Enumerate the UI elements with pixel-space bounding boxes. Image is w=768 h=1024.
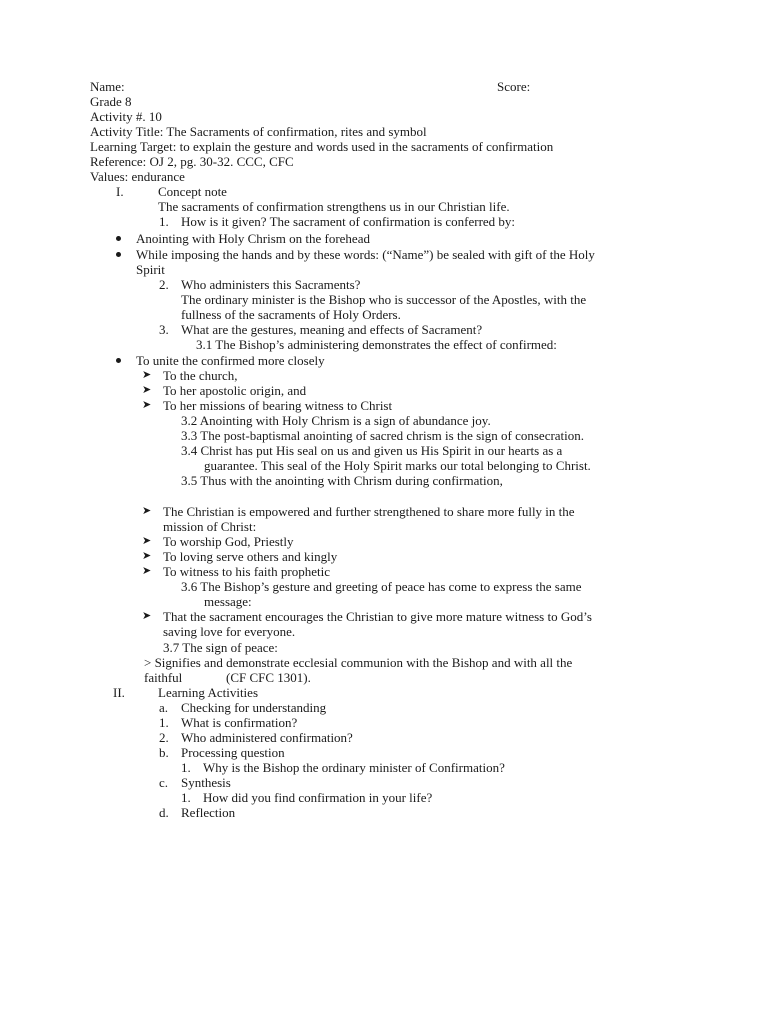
- item-a-text: Checking for understanding: [181, 700, 327, 715]
- name-label: Name:: [90, 79, 125, 94]
- item-c1-text: How did you find confirmation in your life?: [203, 790, 433, 805]
- item-b1-text: Why is the Bishop the ordinary minister of Confirmation?: [203, 760, 505, 775]
- arrow-item-4-line-2: mission of Christ:: [163, 519, 257, 534]
- section-1-numeral: I.: [116, 184, 124, 199]
- communion-citation: (CF CFC 1301).: [226, 670, 311, 685]
- bullet-icon: [116, 252, 121, 257]
- question-1-number: 1.: [159, 214, 169, 229]
- bullet-1-text: Anointing with Holy Chrism on the forehead: [136, 231, 370, 246]
- communion-line-1: > Signifies and demonstrate ecclesial communion with the Bishop and with all the: [144, 655, 573, 670]
- arrow-item-6: To loving serve others and kingly: [163, 549, 338, 564]
- item-c-marker: c.: [159, 775, 169, 790]
- values-line: Values: endurance: [90, 169, 185, 184]
- arrow-item-1: To the church,: [163, 368, 238, 383]
- item-a-marker: a.: [159, 700, 169, 715]
- question-3-text: What are the gestures, meaning and effects of Sacrament?: [181, 322, 483, 337]
- point-3-6-line-2: message:: [204, 594, 252, 609]
- grade-line: Grade 8: [90, 94, 132, 109]
- item-a2-text: Who administered confirmation?: [181, 730, 353, 745]
- score-label: Score:: [497, 79, 531, 94]
- bullet-icon: [116, 358, 121, 363]
- item-d-marker: d.: [159, 805, 169, 820]
- point-3-4-line-2: guarantee. This seal of the Holy Spirit marks our total belonging to Christ.: [204, 458, 591, 473]
- section-2-title: Learning Activities: [158, 685, 259, 700]
- question-2-answer-line-2: fullness of the sacraments of Holy Orders.: [181, 307, 401, 322]
- item-b-text: Processing question: [181, 745, 285, 760]
- item-a1-number: 1.: [159, 715, 169, 730]
- question-2-text: Who administers this Sacraments?: [181, 277, 361, 292]
- point-3-4-line-1: 3.4 Christ has put His seal on us and given us His Spirit in our hearts as a: [181, 443, 563, 458]
- arrowhead-bullet-icon: ➤: [142, 610, 152, 622]
- bullet-2-line-2: Spirit: [136, 262, 165, 277]
- arrowhead-bullet-icon: ➤: [142, 399, 152, 411]
- point-3-6-line-1: 3.6 The Bishop’s gesture and greeting of peace has come to express the same: [181, 579, 582, 594]
- arrow-item-7: To witness to his faith prophetic: [163, 564, 330, 579]
- arrow-item-4-line-1: The Christian is empowered and further strengthened to share more fully in the: [163, 504, 575, 519]
- arrowhead-bullet-icon: ➤: [142, 550, 152, 562]
- point-3-3: 3.3 The post-baptismal anointing of sacred chrism is the sign of consecration.: [181, 428, 585, 443]
- arrow-item-5: To worship God, Priestly: [163, 534, 294, 549]
- learning-target-line: Learning Target: to explain the gesture and words used in the sacraments of confirmation: [90, 139, 554, 154]
- arrow-item-2: To her apostolic origin, and: [163, 383, 307, 398]
- point-3-5: 3.5 Thus with the anointing with Chrism during confirmation,: [181, 473, 503, 488]
- concept-intro: The sacraments of confirmation strengthens us in our Christian life.: [158, 199, 510, 214]
- arrowhead-bullet-icon: ➤: [142, 565, 152, 577]
- communion-line-2-start: faithful: [144, 670, 183, 685]
- arrow-item-8-line-1: That the sacrament encourages the Christian to give more mature witness to God’s: [163, 609, 592, 624]
- arrowhead-bullet-icon: ➤: [142, 369, 152, 381]
- activity-title-line: Activity Title: The Sacraments of confirmation, rites and symbol: [90, 124, 427, 139]
- arrowhead-bullet-icon: ➤: [142, 505, 152, 517]
- point-3-1: 3.1 The Bishop’s administering demonstrates the effect of confirmed:: [196, 337, 557, 352]
- point-3-2: 3.2 Anointing with Holy Chrism is a sign of abundance joy.: [181, 413, 491, 428]
- bullet-icon: [116, 236, 121, 241]
- arrow-item-8-line-2: saving love for everyone.: [163, 624, 296, 639]
- arrowhead-bullet-icon: ➤: [142, 384, 152, 396]
- item-d-text: Reflection: [181, 805, 236, 820]
- question-2-number: 2.: [159, 277, 169, 292]
- question-1-text: How is it given? The sacrament of confirmation is conferred by:: [181, 214, 516, 229]
- activity-number-line: Activity #. 10: [90, 109, 162, 124]
- item-a1-text: What is confirmation?: [181, 715, 298, 730]
- section-1-title: Concept note: [158, 184, 227, 199]
- bullet-2-line-1: While imposing the hands and by these words: (“Name”) be sealed with gift of the Holy: [136, 247, 595, 262]
- reference-line: Reference: OJ 2, pg. 30-32. CCC, CFC: [90, 154, 294, 169]
- bullet-3-text: To unite the confirmed more closely: [136, 353, 325, 368]
- item-c-text: Synthesis: [181, 775, 231, 790]
- arrowhead-bullet-icon: ➤: [142, 535, 152, 547]
- item-b1-number: 1.: [181, 760, 191, 775]
- section-2-numeral: II.: [113, 685, 125, 700]
- arrow-item-3: To her missions of bearing witness to Christ: [163, 398, 393, 413]
- question-2-answer-line-1: The ordinary minister is the Bishop who is successor of the Apostles, with the: [181, 292, 587, 307]
- point-3-7: 3.7 The sign of peace:: [163, 640, 278, 655]
- question-3-number: 3.: [159, 322, 169, 337]
- item-a2-number: 2.: [159, 730, 169, 745]
- item-c1-number: 1.: [181, 790, 191, 805]
- item-b-marker: b.: [159, 745, 169, 760]
